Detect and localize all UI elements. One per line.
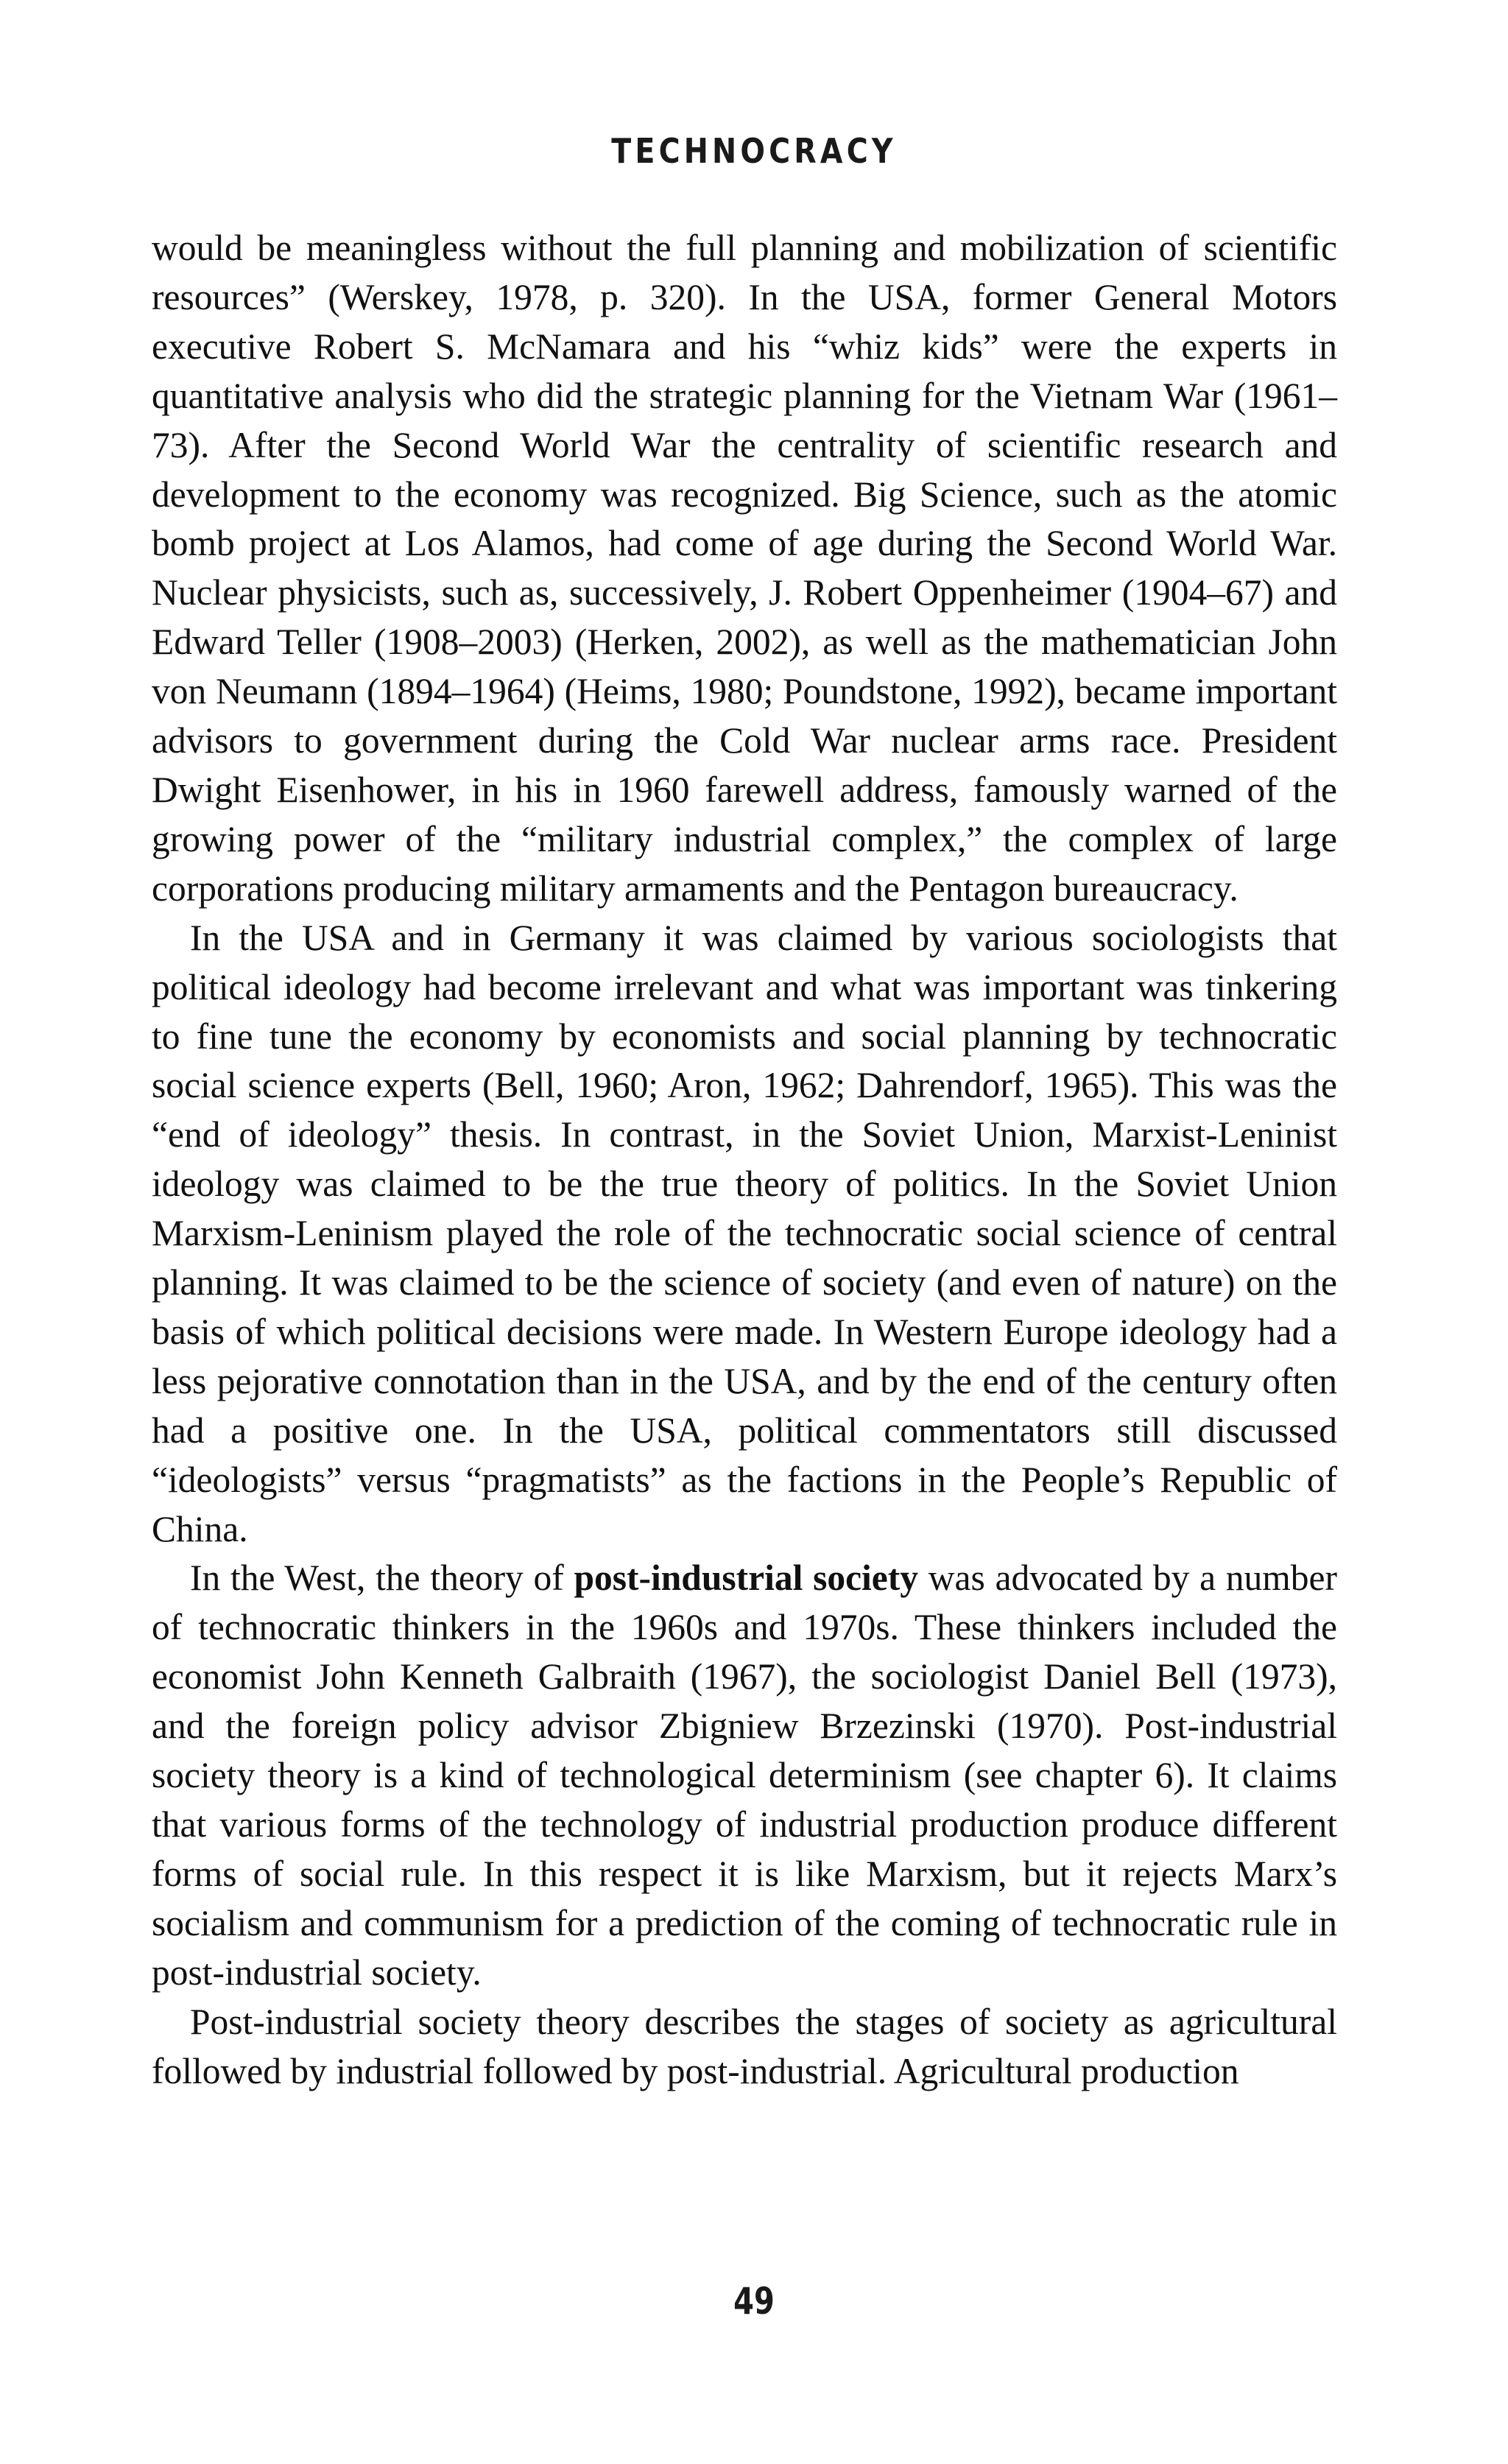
key-term-post-industrial-society: post-industrial society	[574, 1557, 919, 1599]
body-text	[152, 224, 1337, 2096]
paragraph-end-of-ideology: In the USA and in Germany it was claimed by various sociologists that political ideology had become irrelevant and what was important was tinkering to fine tune the economy by economists and social planning by technocratic social science experts (Bell, 1960; Aron, 1962; Dahrendorf, 1965). This was the “end of ideology” thesis. In contrast, in the Soviet Union, Marxist-Leninist ideology was claimed to be the true theory of politics. In the Soviet Union Marxism-Leninism played the role of the technocratic social science of central planning. It was claimed to be the science of society (and even of nature) on the basis of which political decisions were made. In Western Europe ideology had a less pejorative connotation than in the USA, and by the end of the century often had a positive one. In the USA, political commentators still discussed “ideologists” versus “pragmatists” as the factions in the People’s Republic of China.	[152, 917, 1337, 1549]
paragraph-post-industrial-lead: In the West, the theory of	[190, 1557, 574, 1599]
paragraph-post-industrial	[152, 1554, 1337, 1997]
paragraph-stages-of-society: Post-industrial society theory describes the stages of society as agricultural followed by industrial followed by post-industrial. Agricultural production	[152, 2001, 1337, 2091]
paragraph-post-industrial-rest: was advocated by a number of technocratic thinkers in the 1960s and 1970s. These thinkers included the economist John Kenneth Galbraith (1967), the sociologist Daniel Bell (1973), and the foreign policy advisor Zbigniew Brzezinski (1970). Post-industrial society theory is a kind of technological determinism (see chapter 6). It claims that various forms of the technology of industrial production produce different forms of social rule. In this respect it is like Marxism, but it rejects Marx’s socialism and communism for a prediction of the coming of technocratic rule in post-industrial society.	[152, 1557, 1337, 1993]
running-head-title: TECHNOCRACY	[611, 131, 897, 171]
page-number: 49	[733, 2280, 775, 2323]
paragraph-continued: would be meaningless without the full planning and mobilization of scientific resources” (Werskey, 1978, p. 320). In the USA, former General Motors executive Robert S. McNamara and his “whiz kids” were the experts in quantitative analysis who did the strategic planning for the Vietnam War (1961–73). After the Second World War the centrality of scientific research and development to the economy was recognized. Big Science, such as the atomic bomb project at Los Alamos, had come of age during the Second World War. Nuclear physicists, such as, successively, J. Robert Oppenheimer (1904–67) and Edward Teller (1908–2003) (Herken, 2002), as well as the mathematician John von Neumann (1894–1964) (Heims, 1980; Poundstone, 1992), became important advisors to government during the Cold War nuclear arms race. President Dwight Eisenhower, in his in 1960 farewell address, famously warned of the growing power of the “military industrial complex,” the complex of large corporations producing military armaments and the Pentagon bureaucracy.	[152, 228, 1337, 909]
